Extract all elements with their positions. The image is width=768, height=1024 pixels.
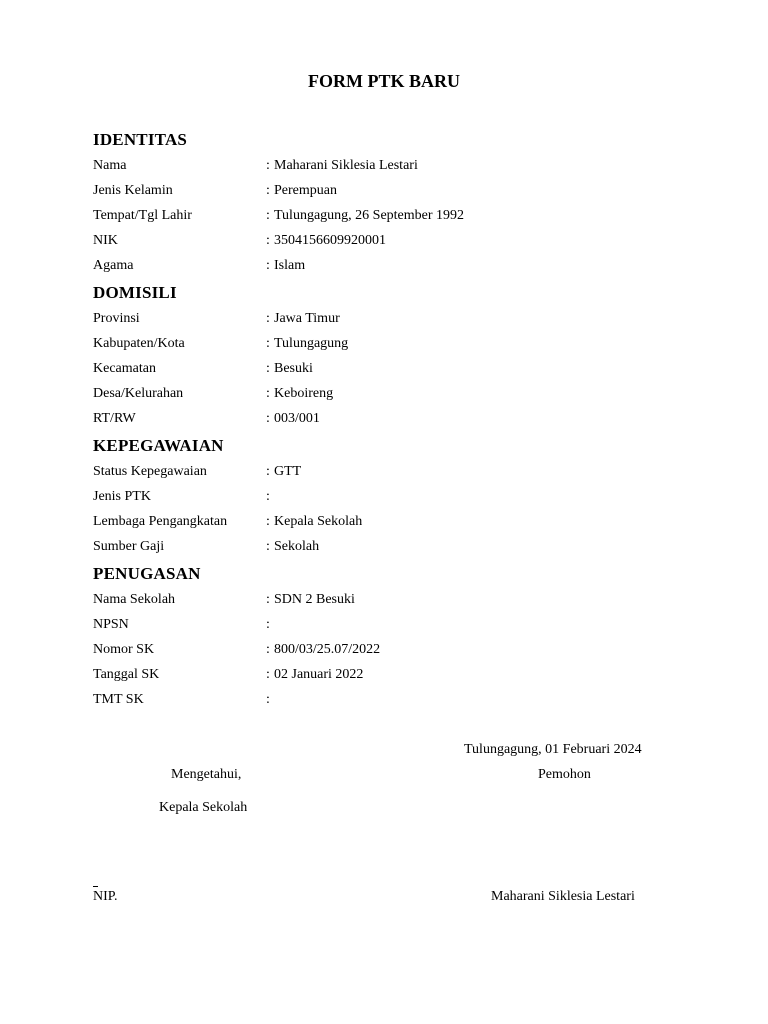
field-value: Perempuan bbox=[274, 183, 337, 198]
field-label: TMT SK bbox=[93, 692, 144, 707]
field-value: Kepala Sekolah bbox=[274, 514, 363, 529]
field-label: Nama Sekolah bbox=[93, 592, 176, 607]
field-colon: : bbox=[266, 642, 270, 657]
field-label: Kecamatan bbox=[93, 361, 156, 376]
field-label: Tempat/Tgl Lahir bbox=[93, 208, 192, 223]
field-colon: : bbox=[266, 361, 270, 376]
field-colon: : bbox=[266, 311, 270, 326]
signature-applicant-label: Pemohon bbox=[538, 767, 591, 782]
field-colon: : bbox=[266, 464, 270, 479]
field-label: Kabupaten/Kota bbox=[93, 336, 185, 351]
field-label: NIK bbox=[93, 233, 118, 248]
field-label: Desa/Kelurahan bbox=[93, 386, 184, 401]
signature-principal-title: Kepala Sekolah bbox=[159, 800, 248, 815]
field-value: GTT bbox=[274, 464, 302, 479]
field-value: 003/001 bbox=[274, 411, 320, 426]
field-label: Agama bbox=[93, 258, 134, 273]
field-colon: : bbox=[266, 592, 270, 607]
field-value: Keboireng bbox=[274, 386, 334, 401]
form-title: FORM PTK BARU bbox=[308, 71, 460, 91]
field-colon: : bbox=[266, 336, 270, 351]
field-value: Maharani Siklesia Lestari bbox=[274, 158, 418, 173]
field-colon: : bbox=[266, 539, 270, 554]
field-value: Besuki bbox=[274, 361, 313, 376]
field-label: Sumber Gaji bbox=[93, 539, 165, 554]
field-value: SDN 2 Besuki bbox=[274, 592, 355, 607]
field-label: Tanggal SK bbox=[93, 667, 160, 682]
field-label: Jenis PTK bbox=[93, 489, 151, 504]
field-colon: : bbox=[266, 233, 270, 248]
section-heading-kepegawaian: KEPEGAWAIAN bbox=[93, 436, 224, 455]
field-colon: : bbox=[266, 158, 270, 173]
field-colon: : bbox=[266, 617, 270, 632]
field-value: Tulungagung, 26 September 1992 bbox=[274, 208, 465, 223]
field-label: Nama bbox=[93, 158, 127, 173]
section-heading-domisili: DOMISILI bbox=[93, 283, 177, 302]
field-colon: : bbox=[266, 489, 270, 504]
signature-place-date: Tulungagung, 01 Februari 2024 bbox=[464, 742, 642, 757]
signature-applicant-name: Maharani Siklesia Lestari bbox=[491, 889, 635, 904]
field-label: Status Kepegawaian bbox=[93, 464, 207, 479]
field-value: 02 Januari 2022 bbox=[274, 667, 364, 682]
field-label: Jenis Kelamin bbox=[93, 183, 173, 198]
field-value: Islam bbox=[274, 258, 306, 273]
field-colon: : bbox=[266, 514, 270, 529]
section-heading-identitas: IDENTITAS bbox=[93, 130, 188, 149]
field-value: 800/03/25.07/2022 bbox=[274, 642, 381, 657]
field-label: Nomor SK bbox=[93, 642, 155, 657]
field-value: Tulungagung bbox=[274, 336, 349, 351]
field-value: Jawa Timur bbox=[274, 311, 340, 326]
field-label: NPSN bbox=[93, 617, 129, 632]
field-value: 3504156609920001 bbox=[274, 233, 386, 248]
field-label: RT/RW bbox=[93, 411, 136, 426]
section-heading-penugasan: PENUGASAN bbox=[93, 564, 201, 583]
field-colon: : bbox=[266, 208, 270, 223]
field-colon: : bbox=[266, 411, 270, 426]
field-colon: : bbox=[266, 667, 270, 682]
field-colon: : bbox=[266, 183, 270, 198]
field-colon: : bbox=[266, 258, 270, 273]
signature-nip-label: NIP. bbox=[93, 889, 118, 904]
field-label: Provinsi bbox=[93, 311, 140, 326]
field-value: Sekolah bbox=[274, 539, 320, 554]
field-colon: : bbox=[266, 386, 270, 401]
field-colon: : bbox=[266, 692, 270, 707]
field-label: Lembaga Pengangkatan bbox=[93, 514, 228, 529]
signature-acknowledged-label: Mengetahui, bbox=[171, 767, 242, 782]
